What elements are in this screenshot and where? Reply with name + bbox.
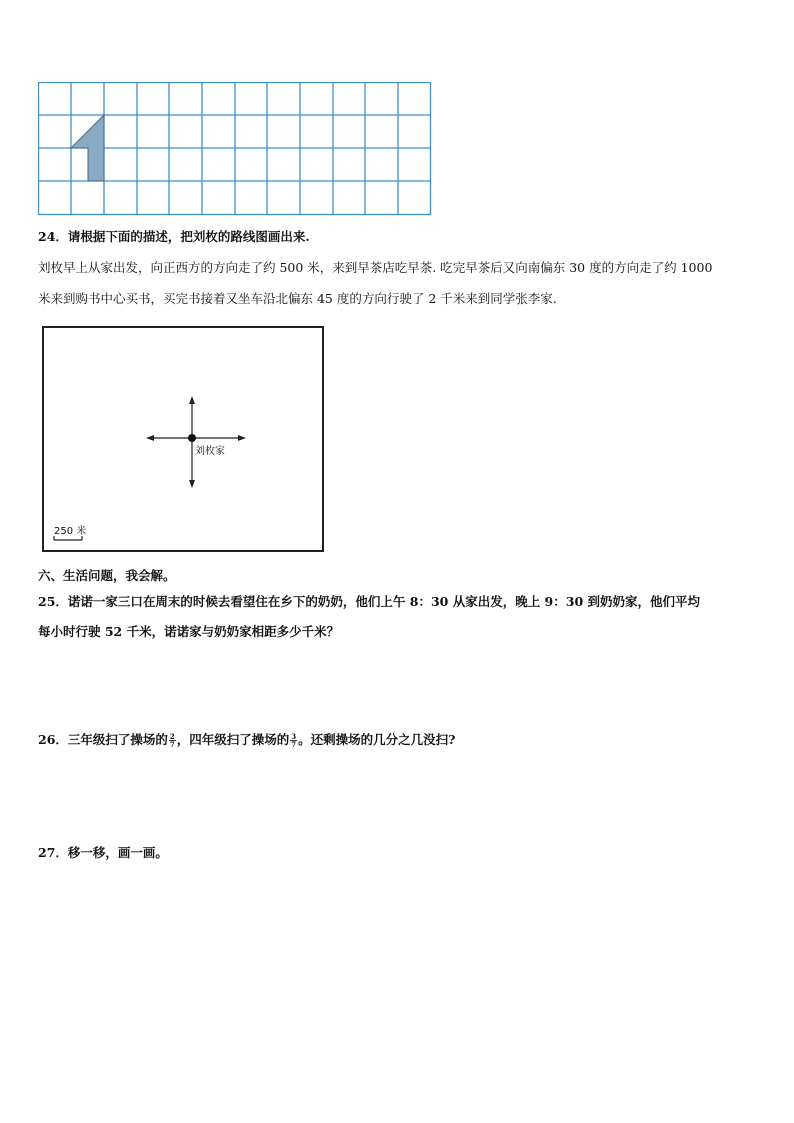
fraction-2-7: $\frac{2}{7}$ [169, 732, 175, 749]
q26-part3: 。还剩操场的几分之几没扫? [298, 732, 456, 747]
section6-title: 六、生活问题，我会解。 [38, 568, 176, 583]
map-box [42, 326, 324, 552]
q26-part1: 26．三年级扫了操场的 [38, 732, 168, 747]
q25-line1: 25．诺诺一家三口在周末的时候去看望住在乡下的奶奶，他们上午 8：30 从家出发，晚上 9：30 到奶奶家，他们平均 [38, 594, 700, 609]
compass-cross [44, 328, 322, 550]
q25-line2: 每小时行驶 52 千米，诺诺家与奶奶家相距多少千米？ [38, 624, 340, 639]
q24-line1: 刘枚早上从家出发，向正西方的方向走了约 500 米，来到早茶店吃早茶. 吃完早茶后又向南偏东 30 度的方向走了约 1000 [38, 260, 713, 275]
q24-line2: 米来到购书中心买书，买完书接着又坐车沿北偏东 45 度的方向行驶了 2 千米来到同学张李家. [38, 291, 557, 306]
q26-text [38, 732, 456, 748]
home-label: 刘枚家 [195, 446, 225, 457]
home-point [188, 434, 196, 442]
scale-label: 250 米 [54, 526, 87, 537]
q24-title: 24．请根据下面的描述，把刘枚的路线图画出来. [38, 229, 310, 244]
q27-title: 27．移一移，画一画。 [38, 845, 168, 860]
grid-figure [38, 82, 432, 216]
q26-part2: ，四年级扫了操场的 [176, 732, 290, 747]
shaded-shape [71, 115, 104, 181]
fraction-3-7: $\frac{3}{7}$ [291, 732, 297, 749]
